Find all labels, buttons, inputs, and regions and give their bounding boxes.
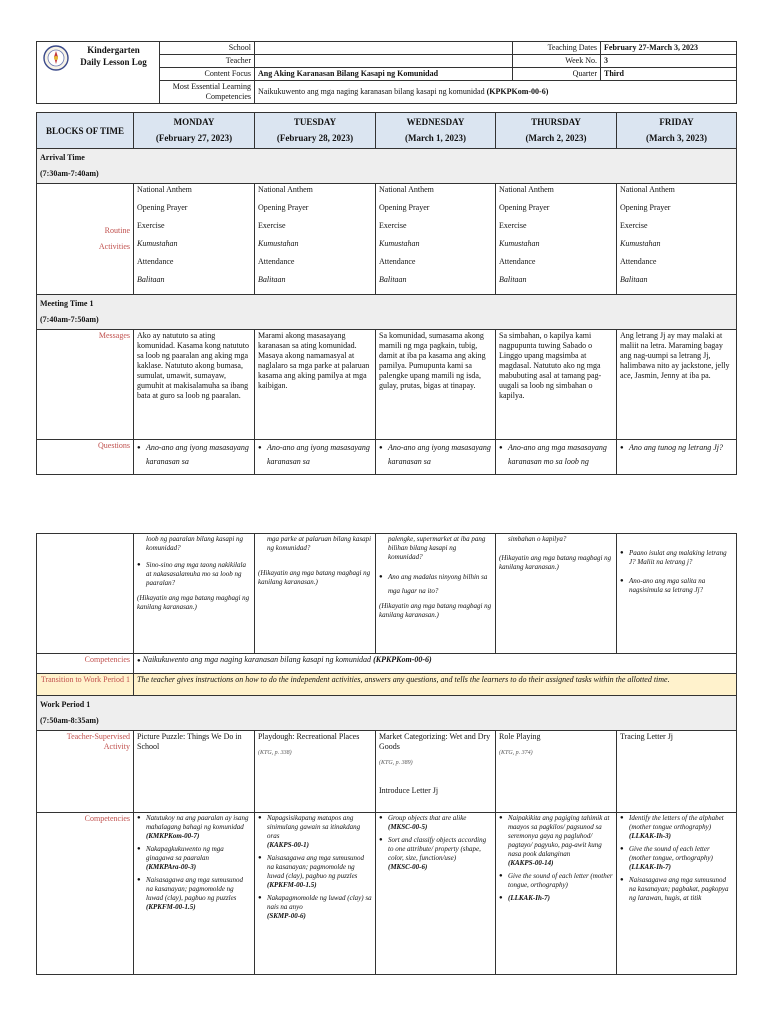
transition-text: The teacher gives instructions on how to do the independent activities, answers any questions, and tells the learners to do their assigned tasks within the allotted time. [134,674,737,696]
questions-wednesday-cont: palengke, supermarket at iba pang bilihan bilang kasapi ng komunidad? ● Ano ang madalas ninyong bilhin sa mga lugar na ito? (Hikayatin ang mga batang magbagi ng kanilang karanasan.) [376,534,496,654]
day-header-wednesday: WEDNESDAY (March 1, 2023) [376,113,496,149]
question-friday: ● Ano ang tunog ng letrang Jj? [617,440,737,475]
teacher-label: Teacher [160,55,255,68]
day-header-thursday: THURSDAY (March 2, 2023) [496,113,617,149]
message-tuesday: Marami akong masasayang karanasan sa ating komunidad. Masaya akong namamasyal at naglalaro sa mga parke at palaruan kasama ang aking pamilya at mga kaibigan. [255,330,376,440]
routine-cell-thursday: National Anthem Opening Prayer Exercise Kumustahan Attendance Balitaan [496,184,617,295]
schedule-table [36,112,736,475]
competencies-monday: ● Natutukoy na ang paaralan ay isang mahalagang bahagi ng komunidad (KMKPKom-00-7) ● Nakapagkukuwento ng mga ginagawa sa paaralan (KMKPAra-00-3) ● Naisasagawa ang mga sumusunod na kasanayan; pagmomolde ng luwad (clay), pagbuo ng puzzles (KPKFM-00-1.5) [134,813,255,975]
activity-friday: Tracing Letter Jj [617,731,737,813]
question-monday: ● Ano-ano ang iyong masasayang karanasan sa [134,440,255,475]
message-thursday: Sa simbahan, o kapilya kami nagpupunta tuwing Sabado o Linggo upang magsimba at magdasal. Natututo ako ng mga mabubuting asal at tamang pag-uugali sa loob ng simbahan o kapilya. [496,330,617,440]
work-period-row: Work Period 1 (7:50am-8:35am) [37,696,737,731]
message-wednesday: Sa komunidad, sumasama akong mamili ng mga pagkain, tubig, damit at iba pa kasama ang aking pamilya. Pumupunta kami sa palengke upang mamili ng isda, gulay, prutas, bigas at tinapay. [376,330,496,440]
day-header-tuesday: TUESDAY (February 28, 2023) [255,113,376,149]
routine-cell-tuesday: National Anthem Opening Prayer Exercise Kumustahan Attendance Balitaan [255,184,376,295]
quarter-label: Quarter [513,68,601,81]
school-label: School [160,42,255,55]
day-header-monday: MONDAY (February 27, 2023) [134,113,255,149]
melc-code: (KPKPKom-00-6) [486,87,549,96]
activity-tuesday: Playdough: Recreational Places (KTG, p. 338) [255,731,376,813]
header-block [36,41,736,101]
teacher-value [255,55,513,68]
melc-text: Naikukuwento ang mga naging karanasan bilang kasapi ng komunidad [258,87,487,96]
message-monday: Ako ay natututo sa ating komunidad. Kasama kong natututo sa loob ng paaralan ang aking mga kaklase. Natututo akong bumasa, sumulat, umawit, sumayaw, gumuhit at makisalamuha sa ibang bata at guro sa loob ng paaralan. [134,330,255,440]
melc-label: Most Essential Learning Competencies [160,81,255,104]
competencies-label-2: Competencies [37,813,134,975]
week-no-label: Week No. [513,55,601,68]
message-friday: Ang letrang Jj ay may malaki at maliit na letra. Maraming bagay ang nag-uumpi sa letrang Jj, halimbawa nito ay jackstone, jelly ace, Jasmin, Jenny at iba pa. [617,330,737,440]
blocks-of-time-header: BLOCKS OF TIME [37,113,134,149]
questions-thursday-cont: simbahan o kapilya? (Hikayatin ang mga batang magbagi ng kanilang karanasan.) [496,534,617,654]
teacher-supervised-label: Teacher-Supervised Activity [37,731,134,813]
questions-label-continued [37,534,134,654]
day-header-friday: FRIDAY (March 3, 2023) [617,113,737,149]
competencies-row: ● Naikukuwento ang mga naging karanasan bilang kasapi ng komunidad (KPKPKom-00-6) [134,654,737,674]
content-focus-label: Content Focus [160,68,255,81]
arrival-time-row: Arrival Time (7:30am-7:40am) [37,149,737,184]
question-wednesday: ● Ano-ano ang iyong masasayang karanasan sa [376,440,496,475]
meeting-time-row: Meeting Time 1 (7:40am-7:50am) [37,295,737,330]
activity-monday: Picture Puzzle: Things We Do in School [134,731,255,813]
schedule-table-continued [36,533,736,975]
routine-cell-wednesday: National Anthem Opening Prayer Exercise Kumustahan Attendance Balitaan [376,184,496,295]
melc-value [255,81,737,104]
doc-title-line1: Kindergarten [87,45,140,55]
content-focus-value: Ang Aking Karanasan Bilang Kasapi ng Komunidad [255,68,513,81]
week-no-value: 3 [601,55,737,68]
questions-monday-cont: loob ng paaralan bilang kasapi ng komunidad? ● Sino-sino ang mga taong nakikilala at nakasasalamuha mo sa loob ng paaralan? (Hikayatin ang mga batang magbagi ng kanilang karanasan.) [134,534,255,654]
competencies-friday: ● Identify the letters of the alphabet (mother tongue orthography) (LLKAK-Ih-3) ● Give the sound of each letter (mother tongue, orthography) (LLKAK-Ih-7) ● Naisasagawa ang mga sumusunod na kasanayan; pagbakat, pagkopya ng larawan, hugis, at titik [617,813,737,975]
doc-title-line2: Daily Lesson Log [80,57,147,67]
competencies-label: Competencies [37,654,134,674]
deped-seal-icon [43,45,69,71]
question-thursday: ● Ano-ano ang mga masasayang karanasan mo sa loob ng [496,440,617,475]
routine-activities-label: Routine Activities [37,184,134,295]
quarter-value: Third [601,68,737,81]
questions-friday-cont: ● Paano isulat ang malaking letrang J? Maliit na letrang j? ● Ano-ano ang mga salita na nagsisimula sa letrang Jj? [617,534,737,654]
competencies-wednesday: ● Group objects that are alike (MKSC-00-5) ● Sort and classify objects according to one attribute/ property (shape, color, size, function/use) (MKSC-00-6) [376,813,496,975]
competencies-tuesday: ● Napagsisikapang matapos ang sinimulang gawain sa itinakdang oras (KAKPS-00-1) ● Naisasagawa ang mga sumusunod na kasanayan; pagmomolde ng luwad (clay), pagbuo ng puzzles (KPKFM-00-1.5) ● Nakapagmomolde ng luwad (clay) sa nais na anyo (SKMP-00-6) [255,813,376,975]
teaching-dates-label: Teaching Dates [513,42,601,55]
transition-label: Transition to Work Period 1 [37,674,134,696]
routine-cell-friday: National Anthem Opening Prayer Exercise Kumustahan Attendance Balitaan [617,184,737,295]
questions-tuesday-cont: mga parke at palaruan bilang kasapi ng komunidad? (Hikayatin ang mga batang magbagi ng kanilang karanasan.) [255,534,376,654]
activity-wednesday: Market Categorizing: Wet and Dry Goods (KTG, p. 389) Introduce Letter Jj [376,731,496,813]
competencies-thursday: ● Naipakikita ang pagiging tahimik at maayos sa pagkilos/ pagsunod sa seremonya gaya ng pagluhod/ pagtayo/ pagyuko, pag-awit kung nasa pook dalanginan (KAKPS-00-14) ● Give the sound of each letter (mother tongue, orthography) ● (LLKAK-Ih-7) [496,813,617,975]
routine-cell-monday: National Anthem Opening Prayer Exercise Kumustahan Attendance Balitaan [134,184,255,295]
teaching-dates-value: February 27-March 3, 2023 [601,42,737,55]
school-value [255,42,513,55]
messages-label: Messages [37,330,134,440]
question-tuesday: ● Ano-ano ang iyong masasayang karanasan sa [255,440,376,475]
header-title-cell [37,42,160,104]
activity-thursday: Role Playing (KTG, p. 374) [496,731,617,813]
questions-label: Questions [37,440,134,475]
